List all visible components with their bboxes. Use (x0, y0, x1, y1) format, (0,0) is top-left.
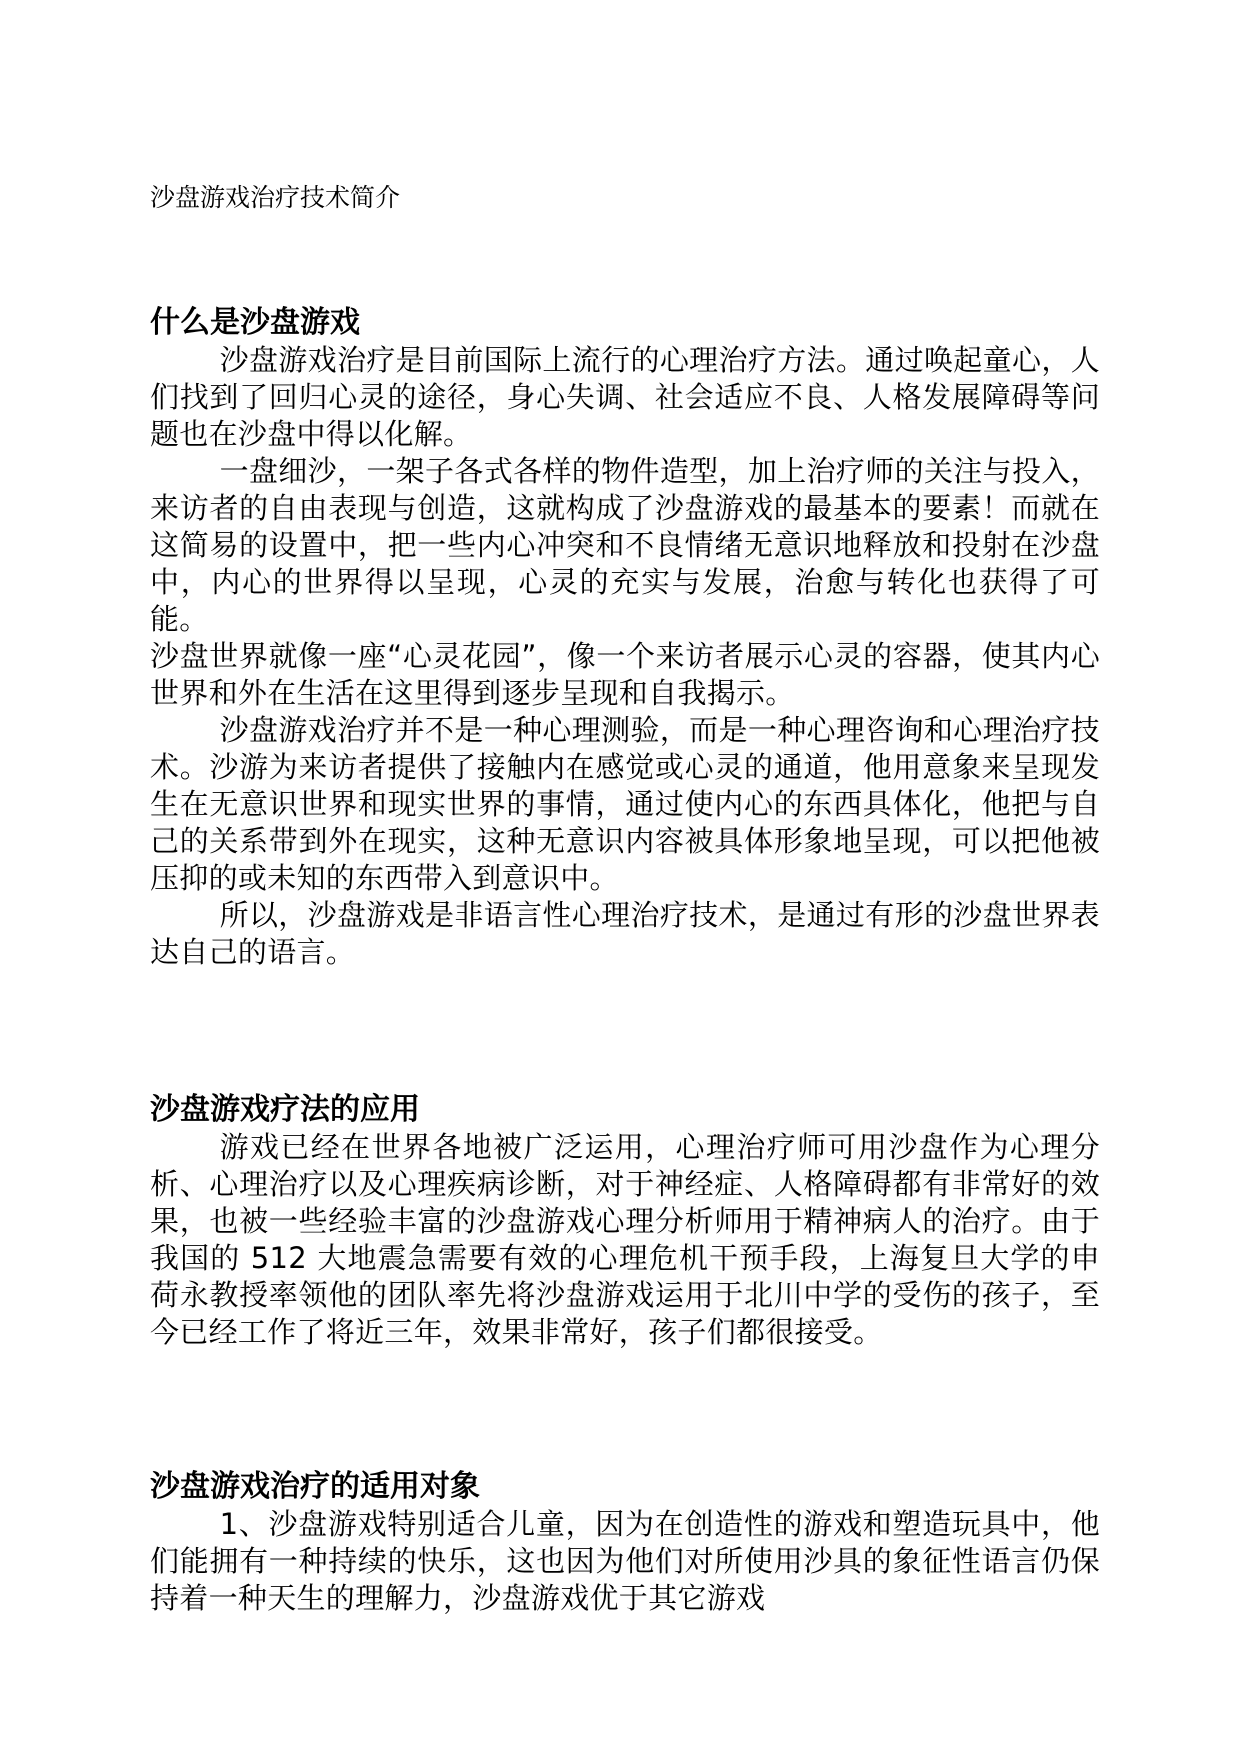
section-target-audience (150, 1468, 1100, 1617)
paragraph: 沙盘游戏治疗并不是一种心理测验，而是一种心理咨询和心理治疗技术。沙游为来访者提供了接触内在感觉或心灵的通道，他用意象来呈现发生在无意识世界和现实世界的事情，通过使内心的东西具体化，他把与自己的关系带到外在现实，这种无意识内容被具体形象地呈现，可以把他被压抑的或未知的东西带入到意识中。 (150, 713, 1100, 895)
section-what-is-sandplay (150, 304, 1100, 971)
paragraph: 沙盘世界就像一座“心灵花园”，像一个来访者展示心灵的容器，使其内心世界和外在生活在这里得到逐步呈现和自我揭示。 (150, 639, 1100, 710)
section-heading: 什么是沙盘游戏 (150, 305, 360, 340)
section-heading: 沙盘游戏疗法的应用 (150, 1092, 420, 1127)
paragraph: 所以，沙盘游戏是非语言性心理治疗技术，是通过有形的沙盘世界表达自己的语言。 (150, 898, 1100, 969)
paragraph: 一盘细沙，一架子各式各样的物件造型，加上治疗师的关注与投入，来访者的自由表现与创造，这就构成了沙盘游戏的最基本的要素！而就在这简易的设置中，把一些内心冲突和不良情绪无意识地释放和投射在沙盘中，内心的世界得以呈现，心灵的充实与发展，治愈与转化也获得了可能。 (150, 454, 1100, 636)
section-heading: 沙盘游戏治疗的适用对象 (150, 1469, 480, 1504)
section-application (150, 1091, 1100, 1351)
paragraph: 沙盘游戏治疗是目前国际上流行的心理治疗方法。通过唤起童心，人们找到了回归心灵的途径，身心失调、社会适应不良、人格发展障碍等问题也在沙盘中得以化解。 (150, 343, 1100, 451)
document-title: 沙盘游戏治疗技术简介 (150, 183, 401, 212)
paragraph: 1、沙盘游戏特别适合儿童，因为在创造性的游戏和塑造玩具中，他们能拥有一种持续的快乐，这也因为他们对所使用沙具的象征性语言仍保持着一种天生的理解力，沙盘游戏优于其它游戏 (150, 1507, 1100, 1615)
paragraph: 游戏已经在世界各地被广泛运用，心理治疗师可用沙盘作为心理分析、心理治疗以及心理疾病诊断，对于神经症、人格障碍都有非常好的效果，也被一些经验丰富的沙盘游戏心理分析师用于精神病人的治疗。由于我国的 512 大地震急需要有效的心理危机干预手段，上海复旦大学的申荷永教授率领他的团队率先将沙盘游戏运用于北川中学的受伤的孩子，至今已经工作了将近三年，效果非常好，孩子们都很接受。 (150, 1130, 1100, 1349)
